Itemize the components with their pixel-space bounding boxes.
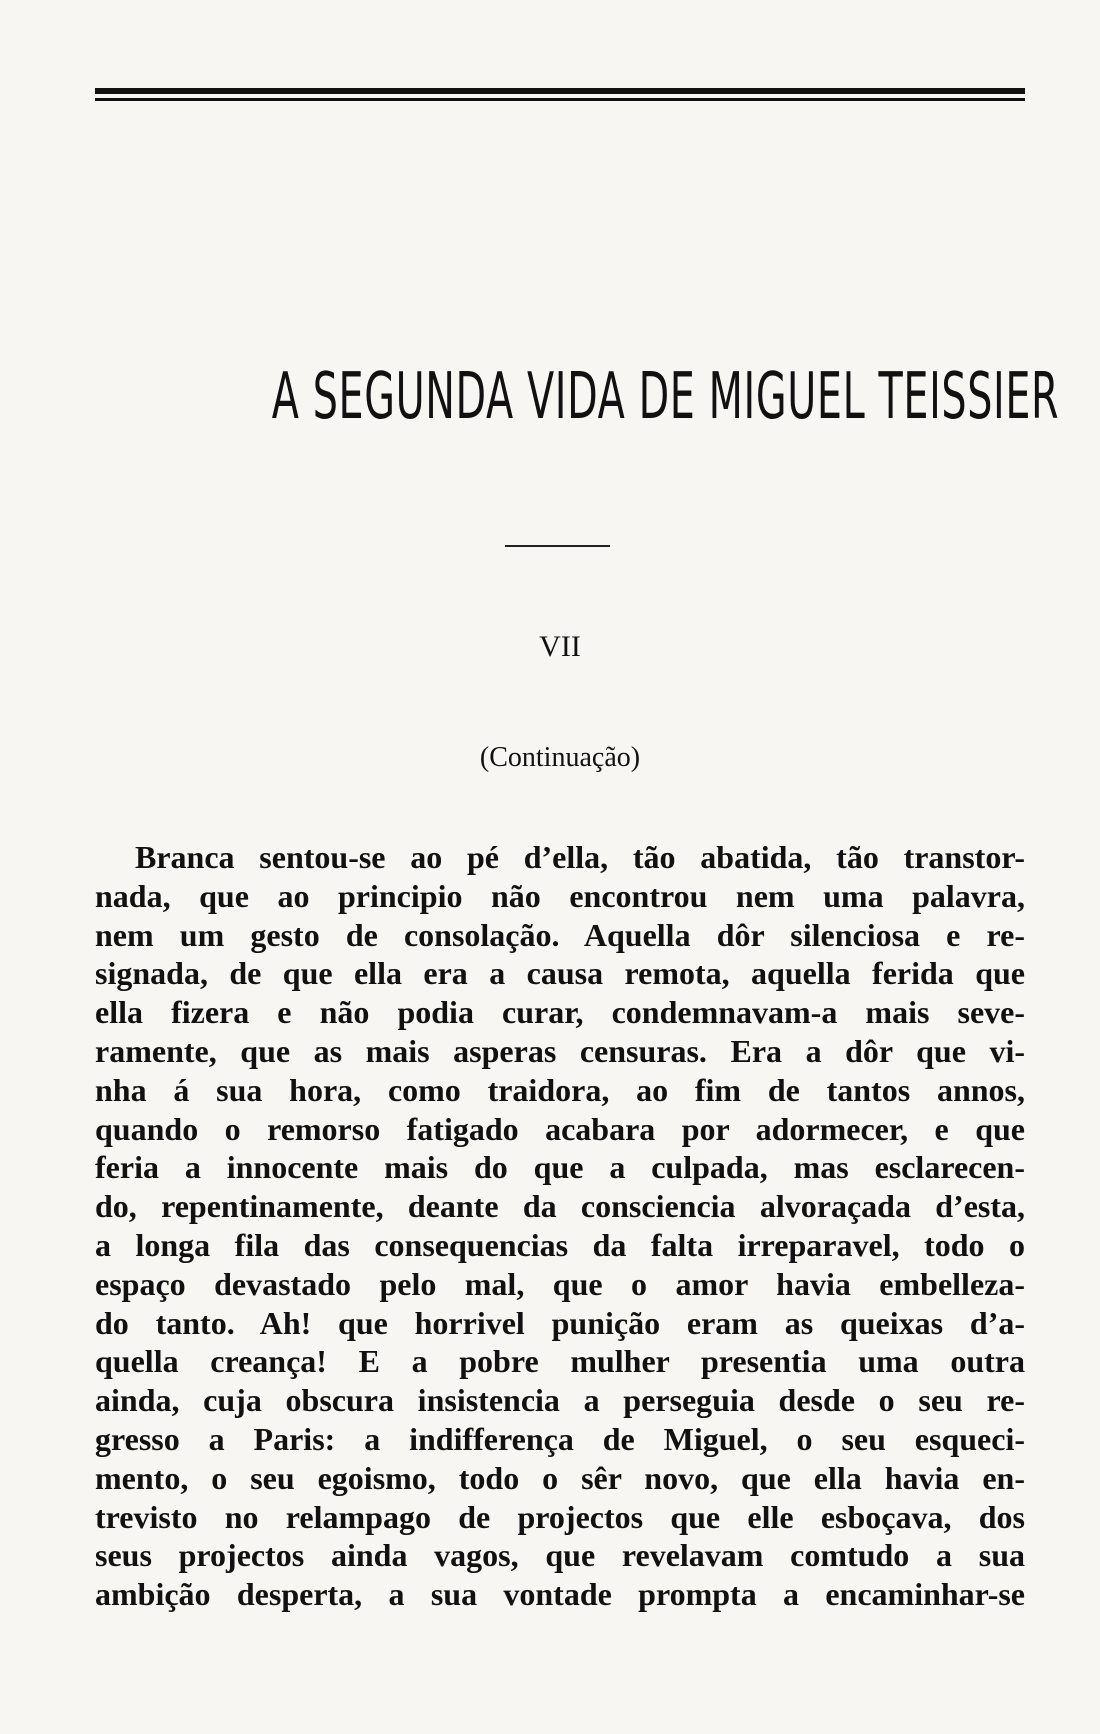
text-line: ainda, cuja obscura insistencia a perseguia desde o seu re- — [95, 1382, 1025, 1419]
text-line: a longa fila das consequencias da falta irreparavel, todo o — [95, 1226, 1025, 1263]
header-rule-thin — [95, 98, 1025, 101]
chapter-number: VII — [539, 630, 581, 663]
text-line: do tanto. Ah! que horrivel punição eram as queixas d’a- — [95, 1304, 1025, 1341]
text-line: quella creança! E a pobre mulher presentia uma outra — [95, 1343, 1025, 1380]
text-line: ella fizera e não podia curar, condemnavam-a mais seve- — [95, 994, 1025, 1031]
title-divider — [505, 545, 610, 547]
text-line: ambição desperta, a sua vontade prompta a encaminhar-se — [95, 1576, 1025, 1613]
text-line: do, repentinamente, deante da consciencia alvoraçada d’esta, — [95, 1188, 1025, 1225]
text-line: quando o remorso fatigado acabara por adormecer, e que — [95, 1110, 1025, 1147]
text-line: mento, o seu egoismo, todo o sêr novo, que ella havia en- — [95, 1459, 1025, 1496]
text-line: seus projectos ainda vagos, que revelavam comtudo a sua — [95, 1537, 1025, 1574]
body-paragraph — [95, 838, 1025, 1614]
text-line: Branca sentou-se ao pé d’ella, tão abatida, tão transtor- — [135, 839, 1025, 875]
text-line: nada, que ao principio não encontrou nem uma palavra, — [95, 877, 1025, 914]
chapter-title: A SEGUNDA VIDA DE MIGUEL TEISSIER — [271, 360, 1060, 434]
text-line: ramente, que as mais asperas censuras. Era a dôr que vi- — [95, 1032, 1025, 1069]
text-line: feria a innocente mais do que a culpada, mas esclarecen- — [95, 1149, 1025, 1186]
header-double-rule — [95, 88, 1025, 108]
text-line: espaço devastado pelo mal, que o amor havia embelleza- — [95, 1265, 1025, 1302]
text-line: trevisto no relampago de projectos que elle esboçava, dos — [95, 1498, 1025, 1535]
text-line: nha á sua hora, como traidora, ao fim de tantos annos, — [95, 1071, 1025, 1108]
header-rule-thick — [95, 88, 1025, 94]
text-line: signada, de que ella era a causa remota, aquella ferida que — [95, 955, 1025, 992]
text-line: gresso a Paris: a indifferença de Miguel, o seu esqueci- — [95, 1420, 1025, 1457]
continuation-note: (Continuação) — [479, 742, 641, 773]
text-line: nem um gesto de consolação. Aquella dôr silenciosa e re- — [95, 916, 1025, 953]
